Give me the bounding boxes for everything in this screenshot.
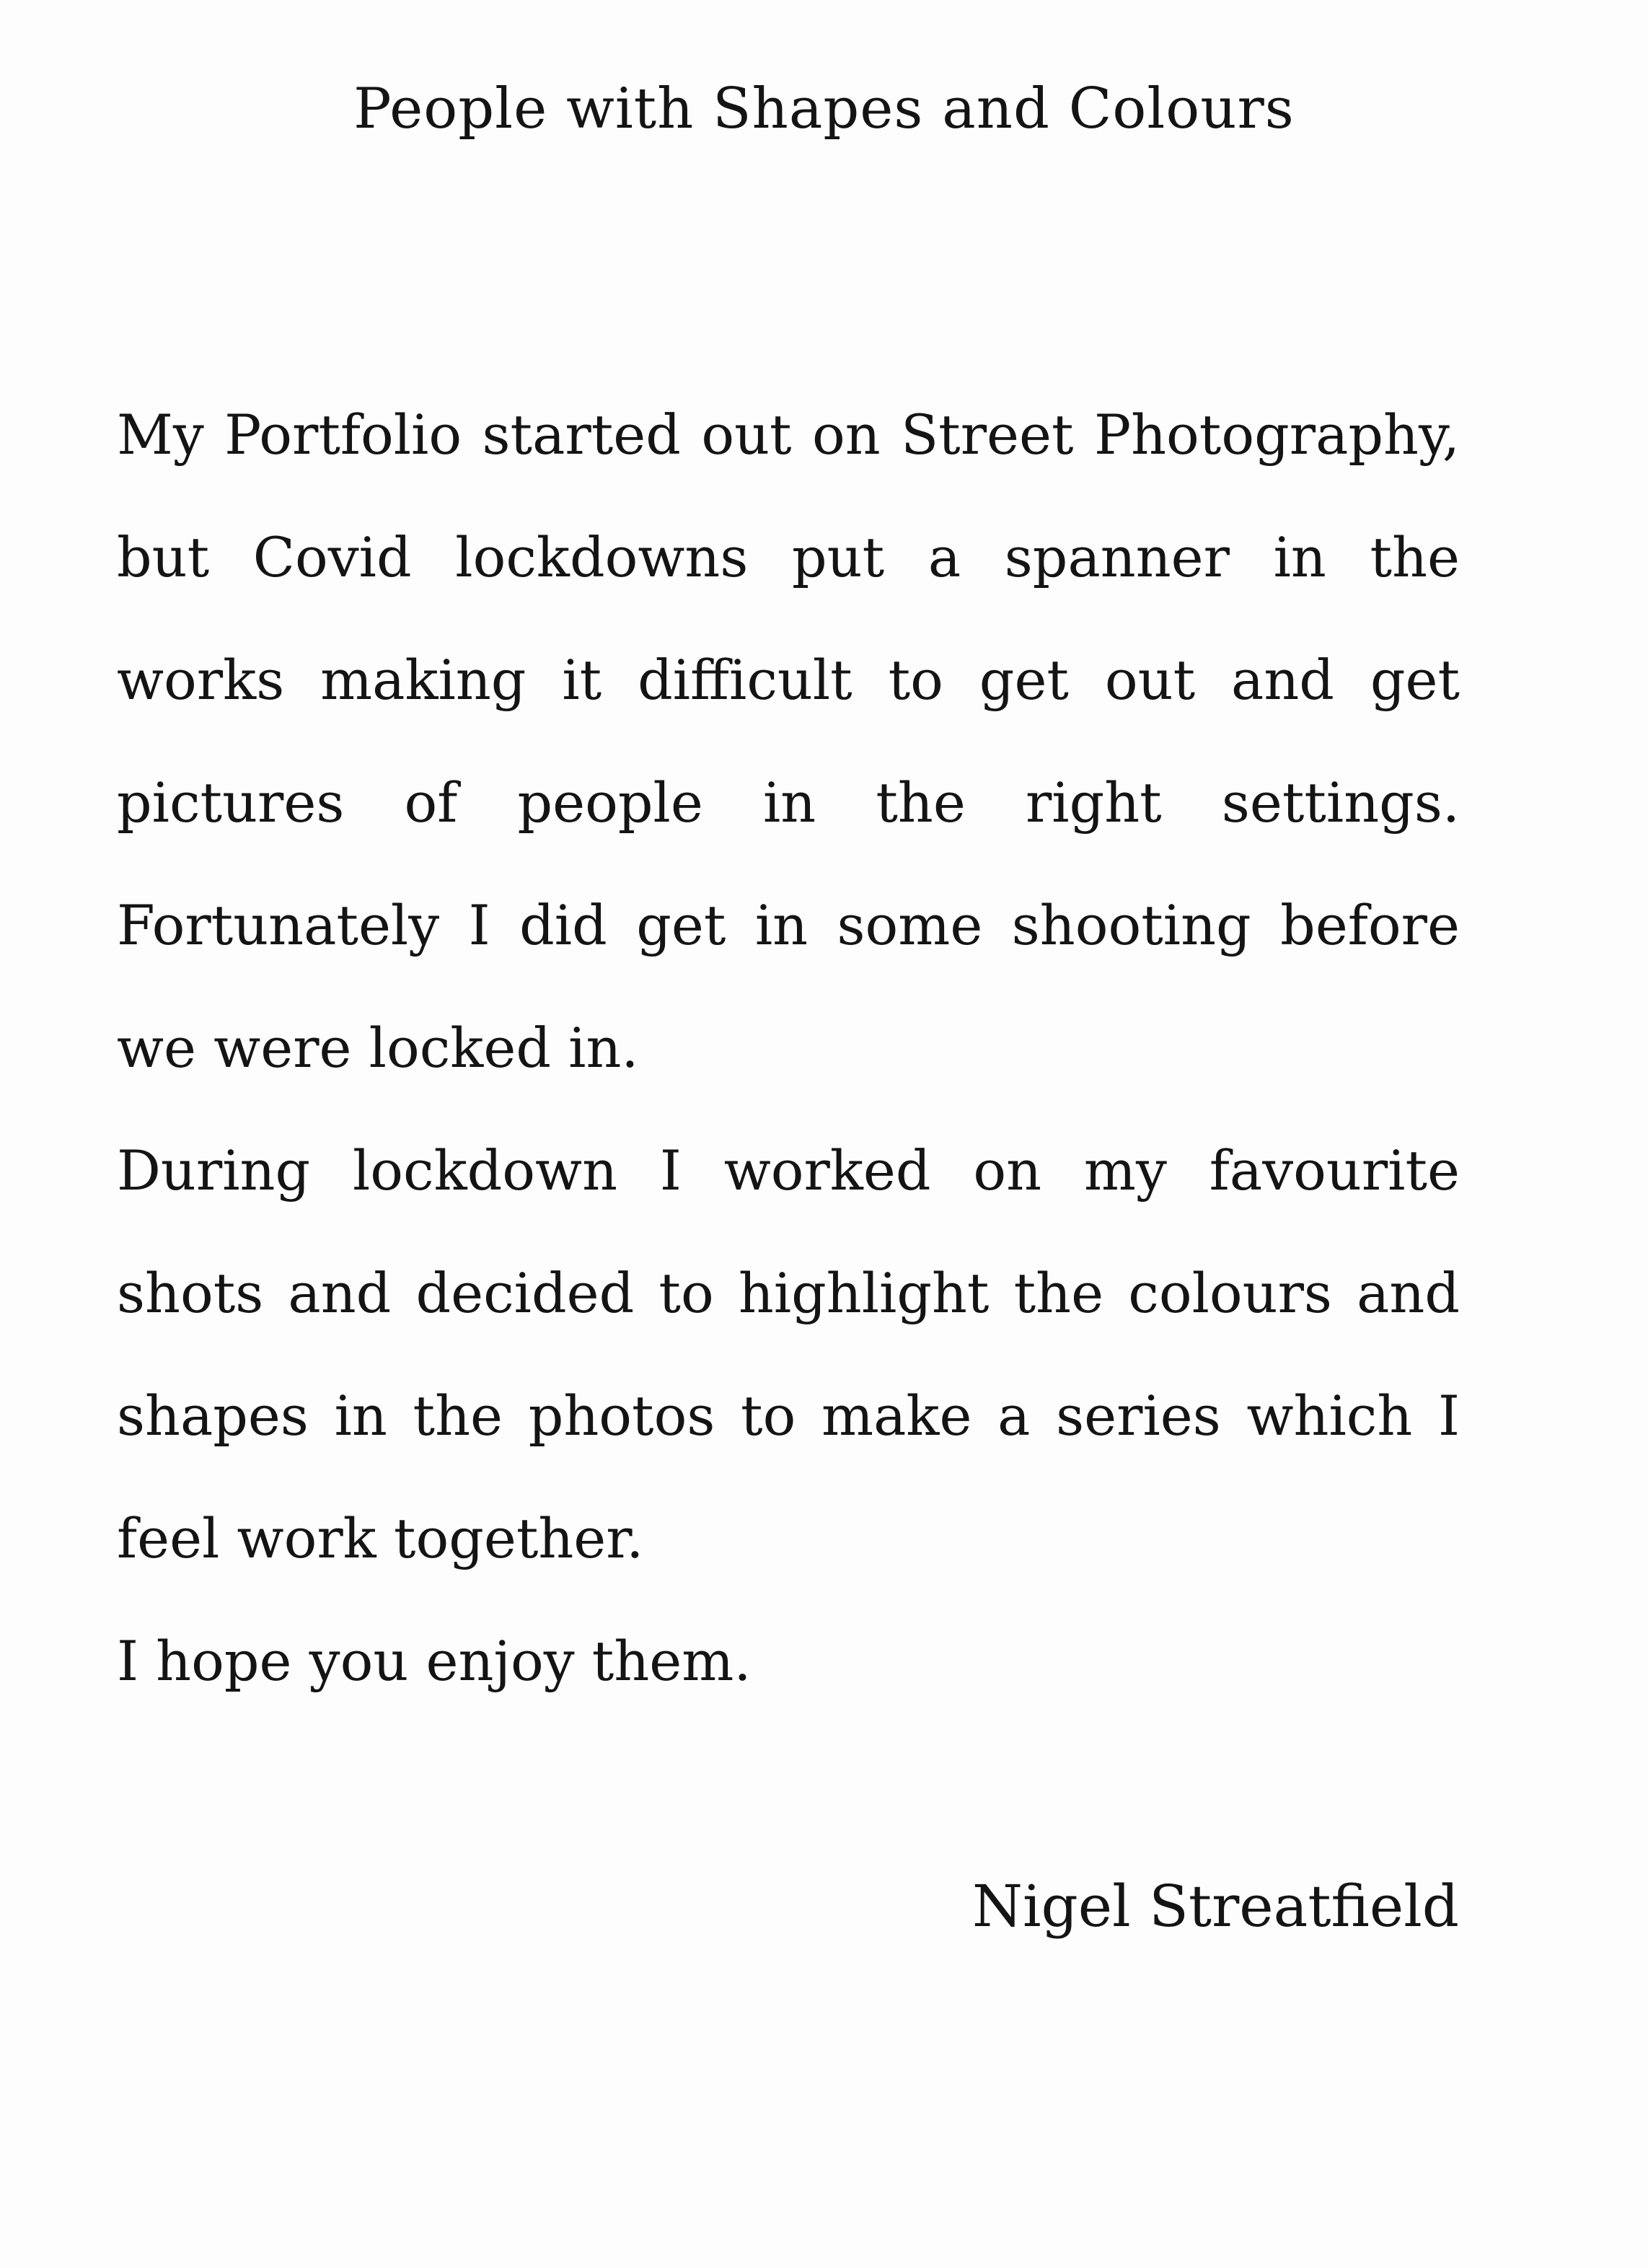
document-title: People with Shapes and Colours [353,76,1295,141]
paragraph-lockdown-work: During lockdown I worked on my favourite shots and decided to highlight the colours and shapes in the photos to make a series which I feel work together. [117,1138,1460,1570]
document-body [117,374,1460,1723]
paragraph-portfolio-intro: My Portfolio started out on Street Photography, but Covid lockdowns put a spanner in the works making it difficult to get out and get pictures of people in the right settings. Fortunately I did get in some shooting before we were locked in. [117,403,1460,1080]
paragraph-closing: I hope you enjoy them. [117,1629,752,1693]
author-signature: Nigel Streatfield [971,1873,1459,1940]
